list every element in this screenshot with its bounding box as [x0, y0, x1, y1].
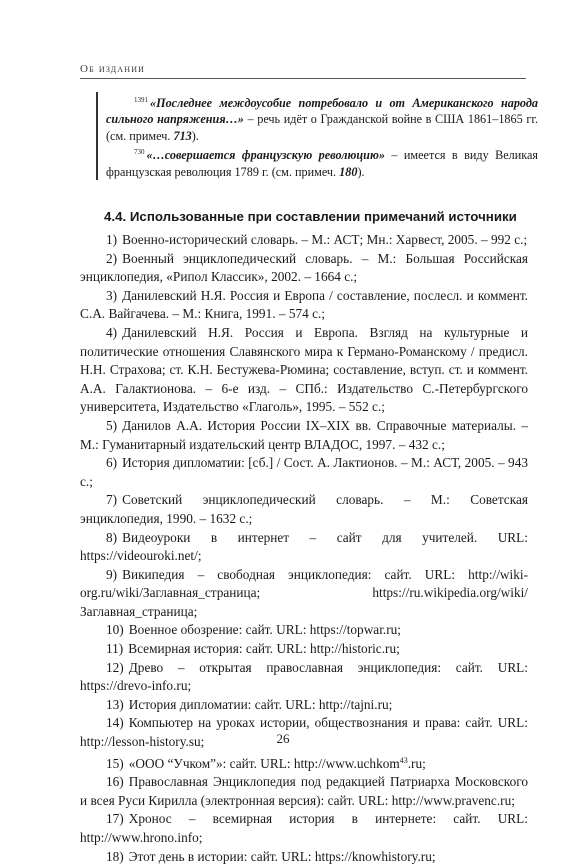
source-item: [80, 324, 528, 417]
source-number: 17): [106, 811, 124, 827]
header-divider: [80, 78, 526, 79]
source-text: Советский энциклопедический словарь. – М.: Советская энциклопедия, 1990. – 1632 с.;: [80, 492, 528, 526]
page-number: 26: [276, 731, 290, 746]
source-number: 9): [106, 566, 118, 582]
source-item: [80, 250, 528, 287]
source-number: 1): [106, 232, 118, 247]
note-reference: 713: [173, 128, 192, 143]
source-text: Данилевский Н.Я. Россия и Европа. Взгляд на культурные и политические отношения Славянского мира к Германо-Романскому / предисл. Н.Н. Страхова; ст. К.Н. Бестужева-Рюмина; составление, вступ. ст. и коммент. А.А. Галактионова. – 6-е изд. – СПб.: Издательство С.-Петербургского университета, Издательство «Глаголь», 1995. – 552 с.;: [80, 324, 528, 415]
source-number: 7): [106, 492, 118, 508]
source-number: 15): [106, 755, 124, 771]
source-item: [80, 621, 528, 640]
note-text-end: ).: [191, 128, 199, 143]
source-number: 13): [106, 696, 124, 712]
source-number: 11): [106, 641, 124, 657]
source-text: Военно-исторический словарь. – М.: АСТ; Мн.: Харвест, 2005. – 992 с.;: [122, 232, 528, 247]
note-item: [106, 92, 538, 144]
source-text: Википедия – свободная энциклопедия: сайт. URL: http://wiki-org.ru/wiki/Заглавная_страница; https://ru.wikipedia.org/wiki/Заглавная_страница;: [80, 566, 528, 619]
source-text: «ООО “Учком”»: сайт. URL: http://www.uchkom: [128, 755, 400, 771]
source-item: [80, 231, 528, 250]
source-text: Всемирная история: сайт. URL: http://historic.ru;: [128, 641, 400, 657]
source-text: Данилов А.А. История России IX–XIX вв. Справочные материалы. – М.: Гуманитарный издательский центр ВЛАДОС, 1997. – 432 с.;: [80, 417, 528, 452]
note-text-end: ).: [357, 164, 365, 179]
source-text: Этот день в истории: сайт. URL: https://knowhistory.ru;: [128, 848, 436, 864]
note-number: 1391: [134, 96, 148, 104]
notes-block: [96, 92, 538, 180]
source-item: [80, 773, 528, 810]
sources-list: [80, 231, 528, 866]
source-text: Данилевский Н.Я. Россия и Европа / составление, послесл. и коммент. С.А. Вайгачева. – М.: Книга, 1991. – 574 с.;: [80, 287, 528, 322]
note-text: – имеется в виду Великая французская революция 1789 г. (см. примеч.: [106, 148, 538, 179]
source-number: 4): [106, 324, 118, 340]
source-item: [80, 696, 528, 715]
note-quote: «…совершается французскую революцию»: [146, 148, 385, 163]
running-title: Об издании: [80, 63, 146, 75]
source-text: Православная Энциклопедия под редакцией Патриарха Московского и всея Руси Кирилла (электронная версия): сайт. URL: http://www.pravenc.ru;: [80, 774, 528, 808]
note-text: – речь идёт о Гражданской войне в США 1861–1865 гг. (см. примеч.: [106, 112, 538, 143]
source-item: [80, 810, 528, 847]
source-number: 14): [106, 715, 124, 731]
source-item: [80, 454, 528, 491]
source-item: [80, 529, 528, 566]
source-item: [80, 659, 528, 696]
source-text: Древо – открытая православная энциклопедия: сайт. URL: https://drevo-info.ru;: [80, 659, 528, 694]
source-item: [80, 566, 528, 622]
source-text: Компьютер на уроках истории, обществознания и права: сайт. URL: http://lesson-history.su;: [80, 715, 528, 750]
source-number: 12): [106, 659, 124, 675]
source-item: [80, 640, 528, 659]
note-number: 730: [134, 148, 145, 157]
source-number: 3): [106, 287, 118, 303]
source-item: [80, 848, 528, 866]
source-text: История дипломатии: [сб.] / Сост. А. Лактионов. – М.: АСТ, 2005. – 943 с.;: [80, 455, 528, 489]
section-heading: 4.4. Использованные при составлении примечаний источники: [104, 209, 517, 224]
source-text: Военный энциклопедический словарь. – М.: Большая Российская энциклопедия, «Рипол Классик», 2002. – 1664 с.;: [80, 250, 528, 285]
source-text: Хронос – всемирная история в интернете: сайт. URL: http://www.hrono.info;: [80, 811, 528, 845]
source-item: [80, 417, 528, 454]
source-number: 6): [106, 455, 118, 471]
source-text: Военное обозрение: сайт. URL: https://topwar.ru;: [128, 622, 401, 638]
source-number: 2): [106, 250, 118, 266]
source-text: Видеоуроки в интернет – сайт для учителей. URL: https://videouroki.net/;: [80, 529, 528, 564]
source-text-end: .ru;: [407, 755, 426, 771]
note-reference: 180: [339, 164, 358, 179]
source-item: [80, 287, 528, 324]
note-quote: «Последнее междоусобие потребовало и от Американского народа сильного напряжения…»: [106, 96, 538, 127]
source-superscript: 43: [399, 755, 408, 765]
source-text: История дипломатии: сайт. URL: http://tajni.ru;: [128, 696, 393, 712]
note-item: [106, 144, 538, 180]
source-item: [80, 491, 528, 528]
source-number: 10): [106, 622, 124, 638]
source-number: 5): [106, 417, 118, 433]
source-number: 18): [106, 848, 124, 864]
source-number: 8): [106, 529, 118, 545]
source-number: 16): [106, 774, 124, 790]
source-item: [80, 752, 528, 774]
